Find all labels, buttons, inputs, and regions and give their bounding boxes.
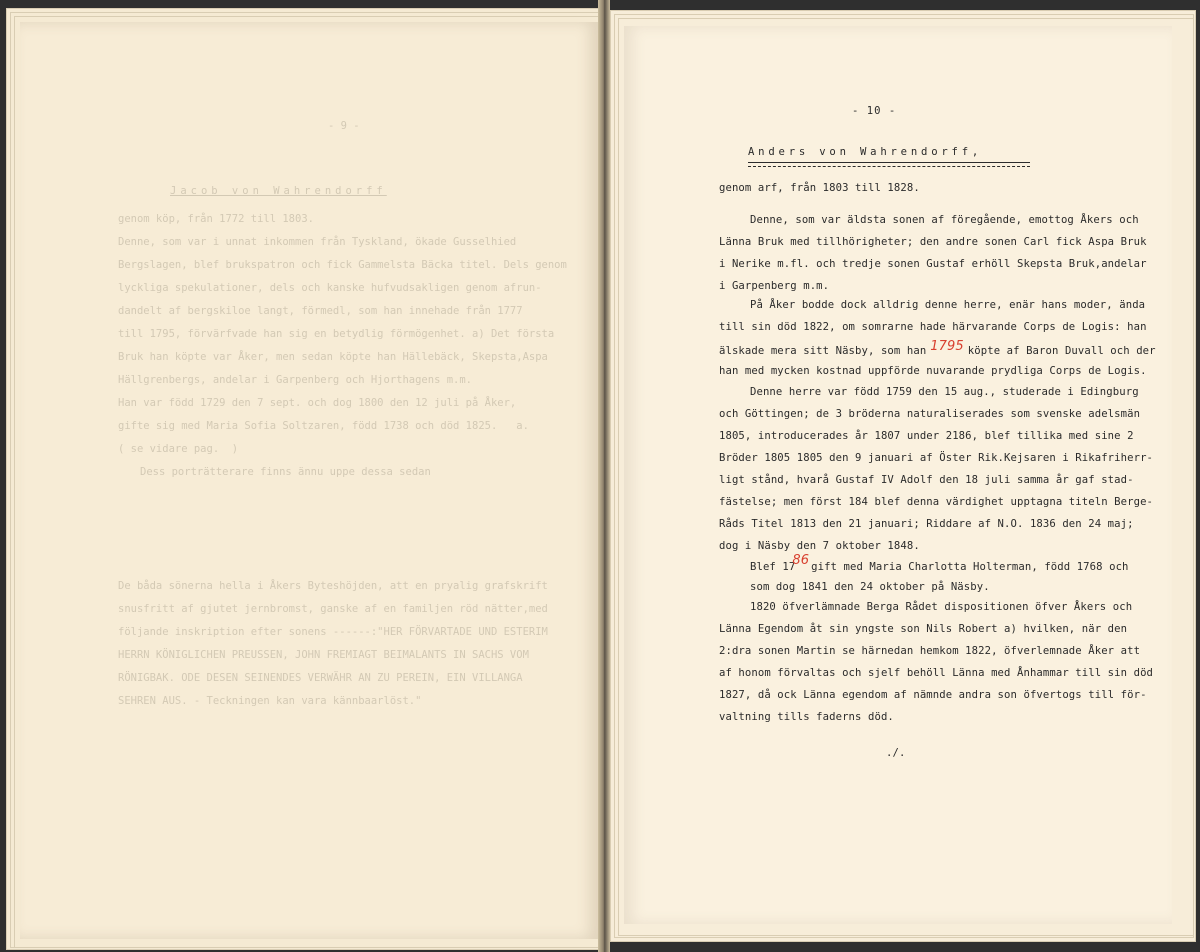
text-line: af honom förvaltas och sjelf behöll Länna med Ånhammar till sin död [719, 667, 1154, 679]
text-line: dog i Näsby den 7 oktober 1848. [719, 540, 920, 552]
left-page-line: Hällgrenbergs, andelar i Garpenberg och Hjorthagens m.m. [118, 374, 473, 386]
left-page-line: till 1795, förvärfvade han sig en betydlig förmögenhet. a) Det första [118, 328, 555, 340]
left-page-line: lyckliga spekulationer, dels och kanske hufvudsakligen genom afrun- [118, 282, 542, 294]
left-page-line: gifte sig med Maria Sofia Soltzaren, född 1738 och död 1825. a. [118, 420, 529, 432]
left-page-line: ( se vidare pag. ) [118, 443, 239, 455]
left-page-line: genom köp, från 1772 till 1803. [118, 213, 314, 225]
left-page-line: dandelt af bergskiloe langt, förmedl, som han innehade från 1777 [118, 305, 523, 317]
text-line: i Nerike m.fl. och tredje sonen Gustaf erhöll Skepsta Bruk,andelar [719, 258, 1147, 270]
text-line: genom arf, från 1803 till 1828. [719, 182, 920, 194]
continuation-mark: ./. [886, 747, 906, 759]
text-line: På Åker bodde dock alldrig denne herre, enär hans moder, ända [750, 299, 1146, 311]
text-line: 2:dra sonen Martin se härnedan hemkom 1822, öfverlemnade Åker att [719, 645, 1141, 657]
handwritten-year-note: 1795 [930, 339, 964, 354]
text-line [750, 553, 1129, 574]
left-page-line: snusfritt af gjutet jernbromst, ganske af en familjen röd nätter,med [118, 603, 548, 615]
book-gutter [598, 0, 610, 952]
text-segment: köpte af Baron Duvall och der [967, 345, 1156, 357]
text-line: Denne herre var född 1759 den 15 aug., studerade i Edingburg [750, 386, 1139, 398]
text-line: han med mycken kostnad uppförde nuvarande prydliga Corps de Logis. [719, 365, 1147, 377]
text-line [719, 339, 1156, 358]
text-segment: gift med Maria Charlotta Holterman, född 1768 och [811, 561, 1129, 573]
heading-underline [748, 162, 1030, 167]
text-segment: älskade mera sitt Näsby, som han [719, 345, 927, 357]
text-line: 1820 öfverlämnade Berga Rådet dispositionen öfver Åkers och [750, 601, 1133, 613]
page-heading: Anders von Wahrendorff, [748, 146, 983, 158]
text-line: och Göttingen; de 3 bröderna naturaliserades som svenske adelsmän [719, 408, 1141, 420]
left-page-line: Han var född 1729 den 7 sept. och dog 1800 den 12 juli på Åker, [118, 397, 517, 409]
left-page-number: - 9 - [328, 120, 360, 132]
left-page-line: De båda sönerna hella i Åkers Byteshöjden, att en pryalig grafskrift [118, 580, 548, 592]
left-page-heading: Jacob von Wahrendorff [170, 185, 387, 197]
text-line: till sin död 1822, om somrarne hade härvarande Corps de Logis: han [719, 321, 1147, 333]
handwritten-year-suffix: 86 [792, 553, 810, 568]
text-line: Länna Bruk med tillhörigheter; den andre sonen Carl fick Aspa Bruk [719, 236, 1147, 248]
text-line: ligt stånd, hvarå Gustaf IV Adolf den 18 juli samma år gaf stad- [719, 474, 1134, 486]
left-page-line: RÖNIGBAK. ODE DESEN SEINENDES VERWÄHR AN ZU PEREIN, EIN VILLANGA [118, 672, 523, 684]
text-segment: Blef 17 [750, 561, 796, 573]
text-line: 1805, introducerades år 1807 under 2186, blef tillika med sine 2 [719, 430, 1134, 442]
text-line: 1827, då ock Länna egendom af nämnde andra son öfvertogs till för- [719, 689, 1147, 701]
left-page-line: Bergslagen, blef brukspatron och fick Gammelsta Bäcka titel. Dels genom [118, 259, 567, 271]
left-page-line: Bruk han köpte var Åker, men sedan köpte han Hällebäck, Skepsta,Aspa [118, 351, 548, 363]
text-line: Denne, som var äldsta sonen af föregående, emottog Åkers och [750, 214, 1139, 226]
page-number: - 10 - [852, 105, 897, 117]
text-line: Länna Egendom åt sin yngste son Nils Robert a) hvilken, när den [719, 623, 1128, 635]
left-page-line: SEHREN AUS. - Teckningen kan vara kännbaarlöst." [118, 695, 422, 707]
text-line: i Garpenberg m.m. [719, 280, 830, 292]
left-page-line: Denne, som var i unnat inkommen från Tyskland, ökade Gusselhied [118, 236, 517, 248]
left-page-line: HERRN KÖNIGLICHEN PREUSSEN, JOHN FREMIAGT BEIMALANTS IN SACHS VOM [118, 649, 529, 661]
text-line: fästelse; men först 184 blef denna värdighet upptagna titeln Berge- [719, 496, 1154, 508]
text-line: Råds Titel 1813 den 21 januari; Riddare af N.O. 1836 den 24 maj; [719, 518, 1134, 530]
text-line: som dog 1841 den 24 oktober på Näsby. [750, 581, 990, 593]
left-page-line: följande inskription efter sonens ------:"HER FÖRVARTADE UND ESTERIM [118, 626, 548, 638]
text-line: valtning tills faderns död. [719, 711, 894, 723]
left-page-line: Dess porträtterare finns ännu uppe dessa sedan [140, 466, 431, 478]
text-line: Bröder 1805 1805 den 9 januari af Öster Rik.Kejsaren i Rikafriherr- [719, 452, 1154, 464]
